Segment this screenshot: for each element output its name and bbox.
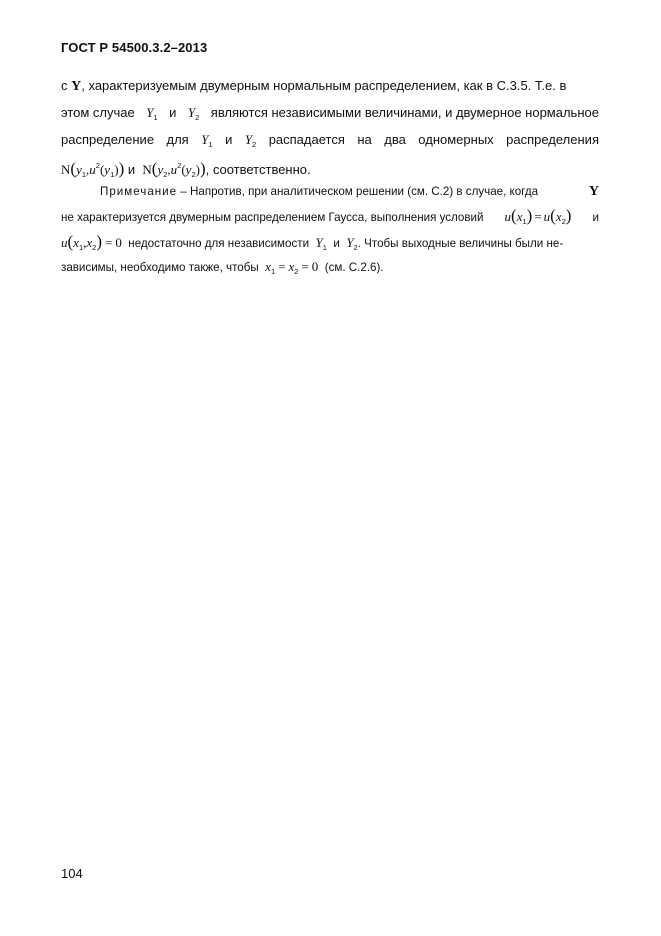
note-label: Примечание <box>100 185 178 198</box>
paragraph-line-4 <box>61 157 599 184</box>
text: с Y, характеризуемым двумерным нормальным распределением, как в С.3.5. Т.е. в <box>61 78 567 94</box>
paragraph-line-3 <box>61 131 599 154</box>
text: для <box>166 132 189 147</box>
formula-ux1x2-eq-0: $u(x_1,x_2) = 0$ <box>61 232 122 252</box>
text: на <box>357 132 372 147</box>
paragraph-line-1 <box>61 77 599 96</box>
symbol-Y: Y <box>71 79 82 94</box>
formula-N1: $N(y_1,u^2(y_1))$ <box>61 159 125 179</box>
note-line-1 <box>100 183 599 201</box>
text: распределения <box>506 132 599 147</box>
formula-Y1: $Y_1$ <box>201 132 213 149</box>
note-text: и <box>333 237 340 250</box>
symbol-Y: Y <box>588 184 599 199</box>
text: являются независимыми величинами, и двумерное нормальное <box>210 105 599 120</box>
note-text: и <box>592 211 599 224</box>
document-header: ГОСТ Р 54500.3.2–2013 <box>61 40 208 55</box>
note-text: . Чтобы выходные величины были не- <box>357 237 564 250</box>
text: этом случае <box>61 105 135 120</box>
formula-Y1: $Y_1$ <box>146 105 158 122</box>
note-line-3 <box>61 233 599 257</box>
formula-x1-eq-x2-eq-0: $x_1 = x_2 = 0$ <box>265 259 319 276</box>
formula-N2: $N(y_2,u^2(y_2))$ <box>142 159 206 179</box>
note-line-4 <box>61 258 599 281</box>
text: , соответственно. <box>205 162 311 177</box>
note-text: не характеризуется двумерным распределением Гаусса, выполнения условий <box>61 211 484 224</box>
paragraph-line-2 <box>61 104 599 127</box>
note-line-2 <box>61 207 599 231</box>
text: распределение <box>61 132 155 147</box>
text: одномерных <box>418 132 494 147</box>
text: и <box>127 162 136 177</box>
formula-Y2: $Y_2$ <box>346 235 358 252</box>
text: и <box>225 132 233 147</box>
text: распадается <box>268 132 345 147</box>
text: два <box>384 132 406 147</box>
note-text: (см. С.2.6). <box>324 261 384 274</box>
text: и <box>169 105 177 120</box>
formula-Y2: $Y_2$ <box>244 132 257 149</box>
formula-ux1-eq-ux2: $u(x_1) = u(x_2)$ <box>504 206 572 226</box>
note-text: недостаточно для независимости <box>128 237 310 250</box>
note-text: зависимы, необходимо также, чтобы <box>61 261 259 274</box>
page-number: 104 <box>61 866 83 881</box>
formula-Y1: $Y_1$ <box>315 235 327 252</box>
note-text: Примечание – Напротив, при аналитическом решении (см. С.2) в случае, когда <box>100 185 539 198</box>
formula-Y2: $Y_2$ <box>187 105 200 122</box>
